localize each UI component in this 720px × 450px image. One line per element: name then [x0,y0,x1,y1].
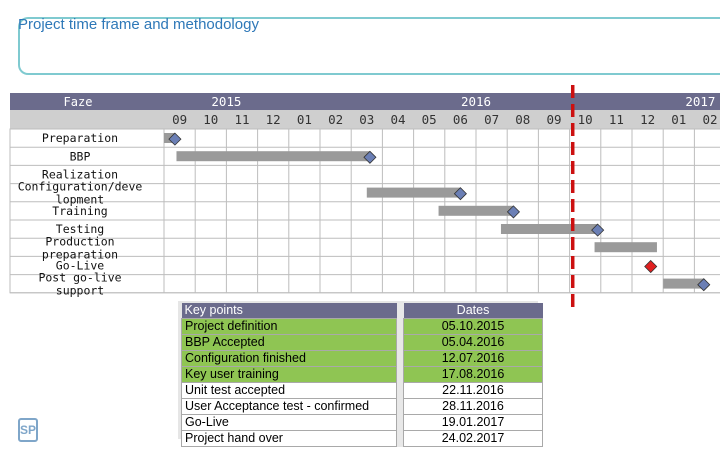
key-point-label: Go-Live [182,415,397,431]
month-label: 12 [640,112,656,127]
year-label: 2017 [685,94,716,109]
task-label: Training [52,203,108,218]
dates-header: Dates [404,303,543,319]
month-label: 12 [265,112,281,127]
key-points-header: Key points [182,303,397,319]
month-label: 05 [421,112,437,127]
year-label: 2015 [211,94,242,109]
key-point-date: 12.07.2016 [404,351,543,367]
key-point-label: BBP Accepted [182,335,397,351]
year-label: 2016 [460,94,492,109]
task-label: Realization [41,167,119,182]
key-points-table [181,303,543,447]
task-bar [501,224,598,234]
key-point-row [182,431,543,447]
key-point-date: 19.01.2017 [404,415,543,431]
task-bar [176,151,369,161]
key-point-row [182,351,543,367]
month-label: 04 [390,112,406,127]
month-label: 09 [546,112,562,127]
key-point-label: Project hand over [182,431,397,447]
key-points-header-row [182,303,543,319]
task-label: Post go-live support [38,270,122,298]
key-point-label: User Acceptance test - confirmed [182,399,397,415]
task-bar [367,188,461,198]
key-point-row [182,383,543,399]
phase-column-header: Faze [63,95,93,109]
key-point-date: 24.02.2017 [404,431,543,447]
task-bar [595,242,657,252]
task-label: Configuration/deve lopment [17,179,143,207]
key-point-label: Unit test accepted [182,383,397,399]
key-point-date: 28.11.2016 [404,399,543,415]
key-point-date: 05.10.2015 [404,319,543,335]
month-label: 07 [484,112,500,127]
page-title: Project time frame and methodology [18,16,259,33]
key-point-date: 22.11.2016 [404,383,543,399]
task-label: BBP [69,149,91,164]
company-logo-icon [18,418,38,442]
key-point-date: 05.04.2016 [404,335,543,351]
month-label: 02 [702,112,718,127]
month-label: 09 [172,112,188,127]
key-point-row [182,399,543,415]
key-point-row [182,335,543,351]
month-label: 01 [296,112,312,127]
month-label: 02 [328,112,344,127]
month-label: 11 [608,112,624,127]
task-bar [439,206,514,216]
month-label: 08 [515,112,531,127]
month-label: 01 [671,112,687,127]
month-label: 10 [203,112,219,127]
key-point-row [182,415,543,431]
month-label: 03 [359,112,375,127]
logo-text: SP [20,423,37,437]
task-label: Production preparation [41,234,119,262]
key-point-label: Project definition [182,319,397,335]
key-point-label: Configuration finished [182,351,397,367]
year-header-bar [10,93,720,110]
month-label: 06 [452,112,468,127]
month-label: 10 [577,112,593,127]
key-point-label: Key user training [182,367,397,383]
task-label: Testing [55,222,105,237]
month-label: 11 [234,112,250,127]
key-point-date: 17.08.2016 [404,367,543,383]
task-label: Go-Live [55,258,105,273]
task-label: Preparation [41,131,119,146]
key-point-row [182,319,543,335]
task-bar [663,279,704,289]
key-point-row [182,367,543,383]
